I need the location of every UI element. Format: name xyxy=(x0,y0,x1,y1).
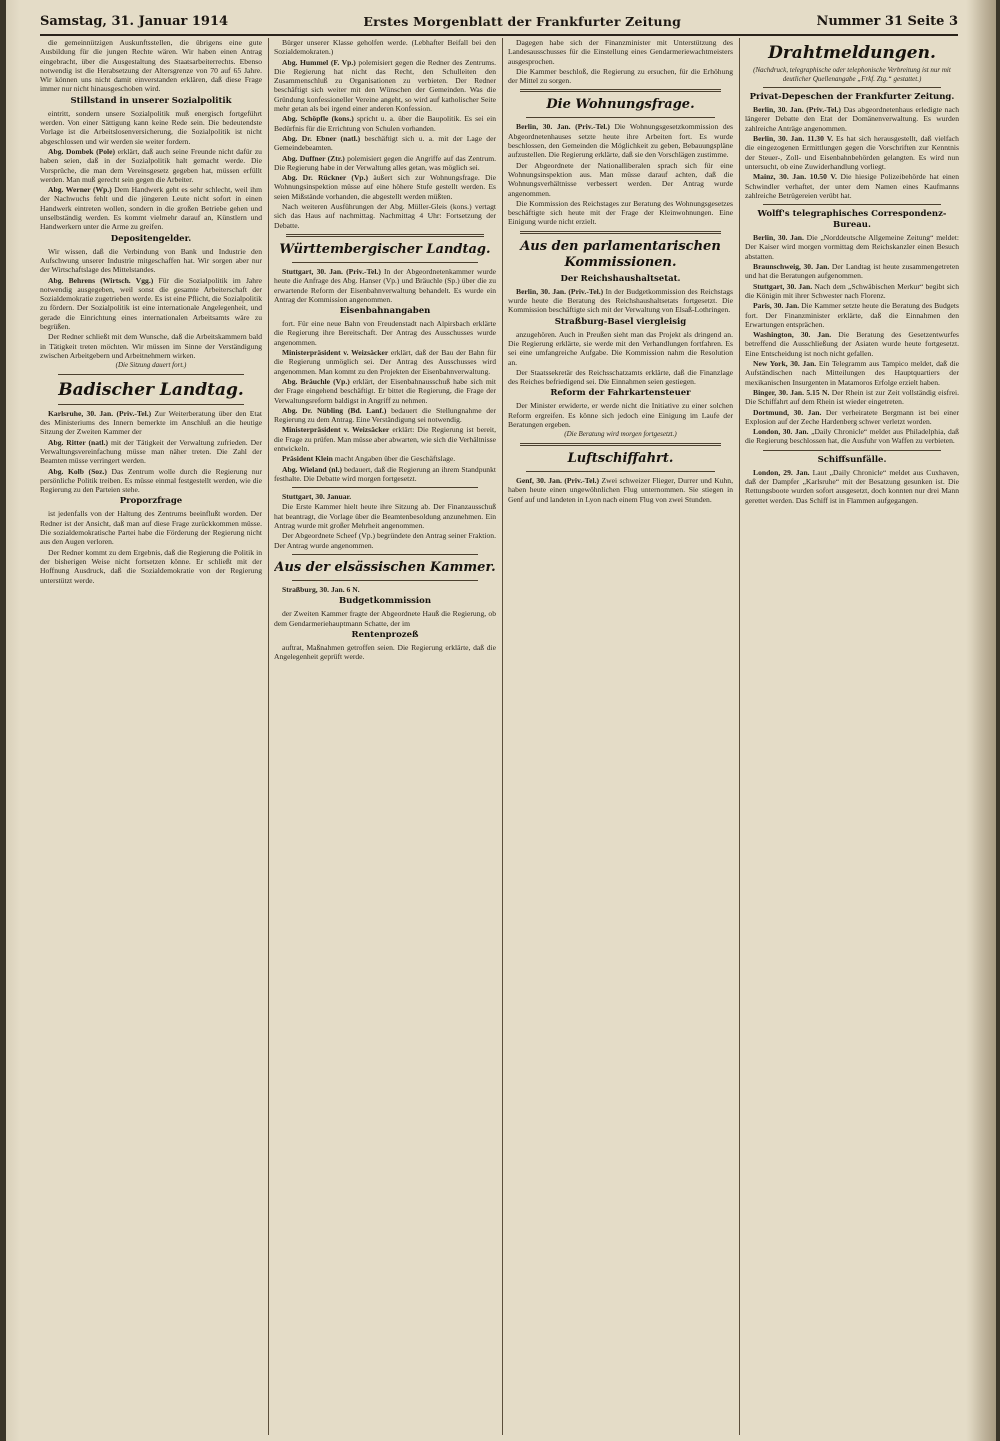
dateline: Straßburg, 30. Jan. 6 N. xyxy=(282,584,360,594)
article-paragraph: Der Redner kommt zu dem Ergebnis, daß die Regierung die Politik in der bisherigen Weise nicht fortsetzen könne. Er schließt mit der Hoffnung Ausdruck, daß die Sozialdemokratie von der Regierung unterstützt werde. xyxy=(40,547,262,585)
article-paragraph: Abg. Dr. Nübling (Bd. Lanf.) bedauert die Stellungnahme der Regierung zu dem Antrag. Eine Verständigung sei notwendig. xyxy=(274,405,496,425)
article-paragraph: Die Kommission des Reichstages zur Beratung des Wohnungsgesetzes beschäftigte sich heute mit der Frage der Kleinwohnungen. Eine Einigung wurde nicht erzielt. xyxy=(508,198,733,227)
dateline: Berlin, 30. Jan. Die „Norddeutsche Allgemeine Zeitung“ meldet: Der Kaiser wird morgen vormittag dem Reichskanzler einen Besuch abstatten. xyxy=(745,233,959,261)
speaker-name: Abg. Dombek (Pole) xyxy=(48,146,116,156)
sitting-note: (Die Beratung wird morgen fortgesetzt.) xyxy=(564,430,677,439)
article-paragraph: Abg. Dombek (Pole) erklärt, daß auch seine Freunde nicht dafür zu haben seien, daß in der Sozialpolitik halt gemacht werde. Die Vorsprüche, die man dem Vereinsgesetz gegeben hat, müssen erfüllt werden. Man muß gerecht sein gegen die Arbeiter. xyxy=(40,146,262,184)
divider xyxy=(58,404,244,405)
divider xyxy=(526,471,715,472)
article-paragraph: Der Minister erwiderte, er werde nicht die Initiative zu einer solchen Reform ergreifen. Es könne sich jedoch eine Einigung im Laufe der Beratungen ergeben. xyxy=(508,401,733,430)
column-1 xyxy=(40,38,262,1435)
article-paragraph: Die Kammer beschloß, die Regierung zu ersuchen, für die Erhöhung der Mittel zu sorgen. xyxy=(508,66,733,86)
section-heading: Luftschiffahrt. xyxy=(567,450,674,466)
divider xyxy=(763,87,941,88)
dateline: Stuttgart, 30. Jan. Nach dem „Schwäbischen Merkur“ begibt sich die Königin mit ihrer Schwester nach Florenz. xyxy=(745,281,959,300)
speaker-name: Ministerpräsident v. Weizsäcker xyxy=(282,425,390,435)
masthead-page-number: Nummer 31 Seite 3 xyxy=(816,13,958,29)
newspaper-page xyxy=(6,0,996,1441)
section-heading: Die Wohnungsfrage. xyxy=(546,97,695,113)
speaker-name: Abg. Ritter (natl.) xyxy=(48,437,109,447)
divider xyxy=(526,117,715,118)
article-paragraph: Bürger unserer Klasse geholfen werde. (Lebhafter Beifall bei den Sozialdemokraten.) xyxy=(274,38,496,57)
divider xyxy=(292,580,478,581)
article-paragraph: fort. Für eine neue Bahn von Freudenstadt nach Alpirsbach erklärte die Regierung ihre Bereitschaft. Der Antrag des Ausschusses wurde angenommen. xyxy=(274,319,496,347)
section-heading: Drahtmeldungen. xyxy=(768,43,936,63)
masthead xyxy=(40,8,958,36)
speaker-name: Abg. Dr. Ebner (natl.) xyxy=(282,133,361,143)
article-paragraph: Abg. Bräuchle (Vp.) erklärt, der Eisenbahnausschuß habe sich mit der Frage eingehend beschäftigt. Er bittet die Regierung, die Frage der Verwaltungsreform baldigst in Angriff zu nehmen. xyxy=(274,376,496,405)
subheading: Rentenprozeß xyxy=(351,629,419,640)
page-edge-shadow xyxy=(966,0,996,1441)
dateline: Berlin, 30. Jan. (Priv.-Tel.) In der Budgetkommission des Reichstags wurde heute die Beratung des Reichshaushaltsetats fortgesetzt. Die Kommission beschäftigte sich mit der Verwaltung von Elsaß-Lothringen. xyxy=(508,286,733,315)
dateline: Washington, 30. Jan. Die Beratung des Gesetzentwurfes betreffend die Ausschließung der Asiaten wurde heute fortgesetzt. Eine Entscheidung ist noch nicht gefallen. xyxy=(745,330,959,358)
dateline: Stuttgart, 30. Jan. (Priv.-Tel.) In der Abgeordnetenkammer wurde heute die Anfrage des Abg. Hanser (Vp.) und Bräuchle (Sp.) über die zu erwartende Reform der Eisenbahnverwaltung behandelt. Es wurde ein Antrag der Kommission angenommen. xyxy=(274,266,496,304)
dateline: Berlin, 30. Jan. (Priv.-Tel.) Das abgeordnetenhaus erledigte nach längerer Debatte den Etat der Domänenverwaltung. Es wurden zahlreiche Anträge angenommen. xyxy=(745,105,959,133)
article-paragraph: Abg. Dr. Ebner (natl.) beschäftigt sich u. a. mit der Lage der Gemeindebeamten. xyxy=(274,133,496,153)
subheading: Wolff's telegraphisches Correspondenz-Bureau. xyxy=(757,209,947,231)
sitting-note: (Die Sitzung dauert fort.) xyxy=(115,361,187,370)
subheading: Eisenbahnangaben xyxy=(339,306,431,317)
article-paragraph: Der Abgeordnete Scheef (Vp.) begründete den Antrag seiner Fraktion. Der Antrag wurde angenommen. xyxy=(274,531,496,550)
dateline: London, 30. Jan. „Daily Chronicle“ meldet aus Philadelphia, daß die Regierung beschlossen hat, die Ausfuhr von Waffen zu verbieten. xyxy=(745,427,959,446)
divider xyxy=(520,231,721,234)
subheading: Der Reichshaushaltsetat. xyxy=(560,273,681,284)
article-paragraph: Abg. Ritter (natl.) mit der Tätigkeit der Verwaltung zufrieden. Der Verwaltungsvereinfachung müsse man näher treten. Die Zahl der Beamten müsse verringert werden. xyxy=(40,437,262,466)
speaker-name: Abg. Werner (Wp.) xyxy=(48,185,112,195)
article-paragraph: Abg. Duffner (Ztr.) polemisiert gegen die Angriffe auf das Zentrum. Die Regierung habe in der Verwaltung alles getan, was möglich sei. xyxy=(274,153,496,172)
subheading: Depositengelder. xyxy=(110,233,192,244)
article-paragraph: Die Erste Kammer hielt heute ihre Sitzung ab. Der Finanzausschuß hat beantragt, die Vorlage über die Beamtenbesoldung anzunehmen. Ein Antrag wurde mit großer Mehrheit angenommen. xyxy=(274,502,496,531)
divider xyxy=(292,262,478,263)
article-paragraph: Der Staatssekretär des Reichsschatzamts erklärte, daß die Finanzlage des Reiches befriedigend sei. Die Einnahmen seien gestiegen. xyxy=(508,367,733,387)
article-paragraph: Der Abgeordnete der Nationalliberalen sprach sich für eine Wohnungsinspektion aus. Man müsse darauf achten, daß die Wohnungsverhältnisse verbessert werden. Der Antrag wurde angenommen. xyxy=(508,160,733,198)
article-paragraph: auftrat, Maßnahmen getroffen seien. Die Regierung erklärte, daß die Angelegenheit geprüft werde. xyxy=(274,642,496,662)
dateline: Binger, 30. Jan. 5.15 N. Der Rhein ist zur Zeit vollständig eisfrei. Die Schiffahrt auf dem Rhein ist wieder eingetreten. xyxy=(745,387,959,407)
article-paragraph: Abg. Wieland (nl.) bedauert, daß die Regierung an ihrem Standpunkt festhalte. Die Debatte wird morgen fortgesetzt. xyxy=(274,464,496,483)
subheading: Reform der Fahrkartensteuer xyxy=(550,388,691,399)
dateline: Berlin, 30. Jan. 11.30 V. Es hat sich herausgestellt, daß vielfach die eingezogenen Ermittlungen gegen die Vorschriften zur Kenntnis der Steuer-, Zoll- und Eisenbahnbehörden gelangten. Es wird nun untersucht, ob eine Zuwiderhandlung vorliegt. xyxy=(745,134,959,171)
article-paragraph: Abg. Hummel (F. Vp.) polemisiert gegen die Redner des Zentrums. Die Regierung hat nicht das Recht, den Schulleiten den Zusammenschluß zu Organisationen zu verbieten. Der Redner beschäftigt sich weiter mit den Wünschen der Gemeinden. Was die Gründung konfessioneller Vereine angeht, so wird auf katholischer Seite mehr getan als bei irgend einer anderen Konfession. xyxy=(274,57,496,114)
article-paragraph: Abg. Behrens (Wirtsch. Vgg.) Für die Sozialpolitik im Jahre notwendig ausgegeben, weil sonst die gesamte Arbeiterschaft der Sozialdemokratie zugetrieben werde. Es ist eine Pflicht, die Sozialpolitik zu fördern. Der Sozialpolitik ist eine internationale Angelegenheit, und gerade die Einrichtung eines internationalen Arbeitsamts wäre zu begrüßen. xyxy=(40,275,262,332)
dateline: Dortmund, 30. Jan. Der verheiratete Bergmann ist bei einer Explosion auf der Zeche Hardenberg schwer verletzt worden. xyxy=(745,407,959,426)
speaker-name: Präsident Klein xyxy=(282,454,333,464)
speaker-name: Abg. Kolb (Soz.) xyxy=(48,466,107,476)
dateline: Genf, 30. Jan. (Priv.-Tel.) Zwei schweizer Flieger, Durrer und Kuhn, haben heute einen ungewöhnlichen Flug unternommen. Sie stiegen in Genf auf und landeten in Lyon nach einem Flug von zwei Stunden. xyxy=(508,475,733,504)
subheading: Schiffsunfälle. xyxy=(817,454,887,465)
masthead-date: Samstag, 31. Januar 1914 xyxy=(40,13,229,29)
divider xyxy=(286,234,484,237)
dateline: Stuttgart, 30. Januar. xyxy=(282,492,352,502)
section-heading: Württembergischer Landtag. xyxy=(279,241,491,257)
column-rule xyxy=(739,38,740,1435)
section-heading: Badischer Landtag. xyxy=(58,379,244,400)
article-paragraph: Wir wissen, daß die Verbindung von Bank und Industrie den Aufschwung unserer Industrie mitgeschaffen hat. Wir sorgen aber nur der Wirtschaftslage des Mittelstandes. xyxy=(40,246,262,275)
speaker-name: Abg. Schöpfle (kons.) xyxy=(282,114,354,124)
article-paragraph: Präsident Klein macht Angaben über die Geschäftslage. xyxy=(282,454,456,464)
article-paragraph: Ministerpräsident v. Weizsäcker erklärt, daß der Bau der Bahn für die Regierung unmöglich sei. Der Antrag des Ausschusses wird angenommen. Man kommt zu den Projekten der Eisenbahnverwaltung. xyxy=(274,348,496,376)
article-paragraph: der Zweiten Kammer fragte der Abgeordnete Hauß die Regierung, ob dem Gendarmeriehauptmann Schatte, der im xyxy=(274,609,496,628)
article-paragraph: ist jedenfalls von der Haltung des Zentrums beeinflußt worden. Der Redner ist der Ansicht, daß man auf diese Frage zurückkommen müsse. Die sozialdemokratische Partei habe die Förderung der Regierung nicht aus den Augen verloren. xyxy=(40,509,262,547)
article-paragraph: Ministerpräsident v. Weizsäcker erklärt: Die Regierung ist bereit, die Frage zu prüfen. Man müsse aber abwarten, wie sich die Verhältnisse entwickeln. xyxy=(274,425,496,453)
column-4 xyxy=(745,38,959,1435)
article-paragraph: Der Redner schließt mit dem Wunsche, daß die Arbeitskammern bald in Tätigkeit treten möchten. Wir müssen im Sinne der Verständigung zwischen Arbeitgebern und Arbeitnehmern wirken. xyxy=(40,332,262,360)
speaker-name: Abg. Wieland (nl.) xyxy=(282,464,343,474)
speaker-name: Abg. Duffner (Ztr.) xyxy=(282,153,345,163)
divider xyxy=(58,374,244,375)
article-paragraph: Abg. Dr. Rückner (Vp.) äußert sich zur Wohnungsfrage. Die Wohnungsinspektion müsse auf eine höhere Stufe gestellt werden. Es seien Mißstände vorhanden, die abgestellt werden müßten. xyxy=(274,173,496,201)
masthead-title: Erstes Morgenblatt der Frankfurter Zeitung xyxy=(363,13,682,29)
article-paragraph: Dagegen habe sich der Finanzminister mit Unterstützung des Landesausschusses für die Einstellung eines Gendarmeriewachtmeisters ausgesprochen. xyxy=(508,38,733,66)
dateline: Braunschweig, 30. Jan. Der Landtag ist heute zusammengetreten und hat die Beratungen aufgenommen. xyxy=(745,262,959,281)
article-paragraph: Abg. Schöpfle (kons.) spricht u. a. über die Baupolitik. Es sei ein Bedürfnis für die Errichtung von Schulen vorhanden. xyxy=(274,114,496,133)
speaker-name: Abg. Behrens (Wirtsch. Vgg.) xyxy=(48,275,154,285)
divider xyxy=(520,443,721,446)
article-paragraph: Abg. Kolb (Soz.) Das Zentrum wolle durch die Regierung nur persönliche Politik treiben. Es müsse einmal festgestellt werden, wie die Regierung zu den Parteien stehe. xyxy=(40,466,262,495)
speaker-name: Abg. Bräuchle (Vp.) xyxy=(282,376,350,386)
column-rule xyxy=(268,38,269,1435)
dateline: Berlin, 30. Jan. (Priv.-Tel.) Die Wohnungsgesetzkommission des Abgeordnetenhauses setzte heute ihre Arbeiten fort. Es wurde beschlossen, den Gemeinden die Möglichkeit zu geben, Bebauungspläne aufzustellen. Die Regierung erklärte, daß sie den Vorschlägen zustimme. xyxy=(508,122,733,160)
subheading: Privat-Depeschen der Frankfurter Zeitung. xyxy=(749,92,955,103)
dateline: Karlsruhe, 30. Jan. (Priv.-Tel.) Zur Weiterberatung über den Etat des Ministeriums des Innern bemerkte im Anschluß an die heutige Sitzung der Zweiten Kammer der xyxy=(40,408,262,437)
subheading: Proporzfrage xyxy=(119,496,183,507)
column-rule xyxy=(502,38,503,1435)
subheading: Budgetkommission xyxy=(338,596,431,607)
section-heading: Aus den parlamentarischen Kommissionen. xyxy=(520,238,721,270)
article-paragraph: Abg. Werner (Wp.) Dem Handwerk geht es sehr schlecht, weil ihm der Nachwuchs fehlt und die jüngeren Leute nicht sofort in einen Handwerk eintreten wollen, sondern in die großen Betriebe gehen und unselbständig werden. Es kommt vielmehr darauf an, Künstlern und Handwerkern unter die Arme zu greifen. xyxy=(40,185,262,232)
dateline: New York, 30. Jan. Ein Telegramm aus Tampico meldet, daß die Aufständischen nach Mitteilungen des Hauptquartiers der mexikanischen Insurgenten in Matamoros Erfolge erzielt haben. xyxy=(745,359,959,387)
dateline: Mainz, 30. Jan. 10.50 V. Die hiesige Polizeibehörde hat einen Schwindler verhaftet, der unter dem Namen eines Kaufmanns zahlreiche Betrügereien verübt hat. xyxy=(745,172,959,200)
section-heading: Aus der elsässischen Kammer. xyxy=(274,559,496,575)
subheading: Straßburg-Basel viergleisig xyxy=(554,316,687,327)
speaker-name: Abg. Hummel (F. Vp.) xyxy=(282,57,356,67)
divider xyxy=(763,450,941,451)
divider xyxy=(292,554,478,555)
subheading: Stillstand in unserer Sozialpolitik xyxy=(70,95,232,106)
divider xyxy=(292,487,478,488)
speaker-name: Ministerpräsident v. Weizsäcker xyxy=(282,348,389,358)
article-paragraph: die gemeinnützigen Auskunftsstellen, die übrigens eine gute Ausbildung für die jungen Rechte wären. Wir haben einen Antrag eingebracht, über die Ausgestaltung des Staatsarbeiterrechts. Ebenso notwendig ist die Herabsetzung der Altersgrenze von 70 auf 65 Jahre. Wir können uns nicht damit einverstanden erklären, daß diese Frage immer nur nicht hinausgeschoben wird. xyxy=(40,38,262,94)
dateline: Paris, 30. Jan. Die Kammer setzte heute die Beratung des Budgets fort. Der Finanzminister erklärte, daß die Einnahmen den Erwartungen entsprächen. xyxy=(745,301,959,329)
column-3 xyxy=(508,38,733,1435)
speaker-name: Abg. Dr. Nübling (Bd. Lanf.) xyxy=(282,405,387,415)
article-paragraph: Nach weiteren Ausführungen der Abg. Müller-Gleis (kons.) vertagt sich das Haus auf nachmittag. Nachmittag 4 Uhr: Fortsetzung der Debatte. xyxy=(274,202,496,230)
divider xyxy=(763,204,941,205)
reprint-note: (Nachdruck, telegraphische oder telephonische Verbreitung ist nur mit deutlicher Quellenangabe „Frkf. Ztg.“ gestattet.) xyxy=(753,66,951,83)
dateline: London, 29. Jan. Laut „Daily Chronicle“ meldet aus Cuxhaven, daß der Dampfer „Karlsruhe“ mit der Besatzung gesunken ist. Die Rettungsboote wurden sofort ausgesetzt, doch konnten nur drei Mann gerettet werden. Das Schiff ist in Flammen aufgegangen. xyxy=(745,467,959,505)
article-paragraph: eintritt, sondern unsere Sozialpolitik muß energisch fortgeführt werden. Von einer Sättigung kann keine Rede sein. Die bedeutendste Vorlage ist die Arbeitslosenversicherung, die Sozialpolitik ist nicht abgeschlossen und wir werden sie weiter fordern. xyxy=(40,108,262,146)
column-2 xyxy=(274,38,496,1435)
speaker-name: Abg. Dr. Rückner (Vp.) xyxy=(282,173,369,183)
divider xyxy=(520,89,721,92)
article-paragraph: anzugehören. Auch in Preußen sieht man das Projekt als dringend an. Die Regierung erklärte, sie werde mit den Verhandlungen fortfahren. Es sei eine umfangreiche Aufgabe. Die Kommission nahm die Resolution an. xyxy=(508,329,733,367)
